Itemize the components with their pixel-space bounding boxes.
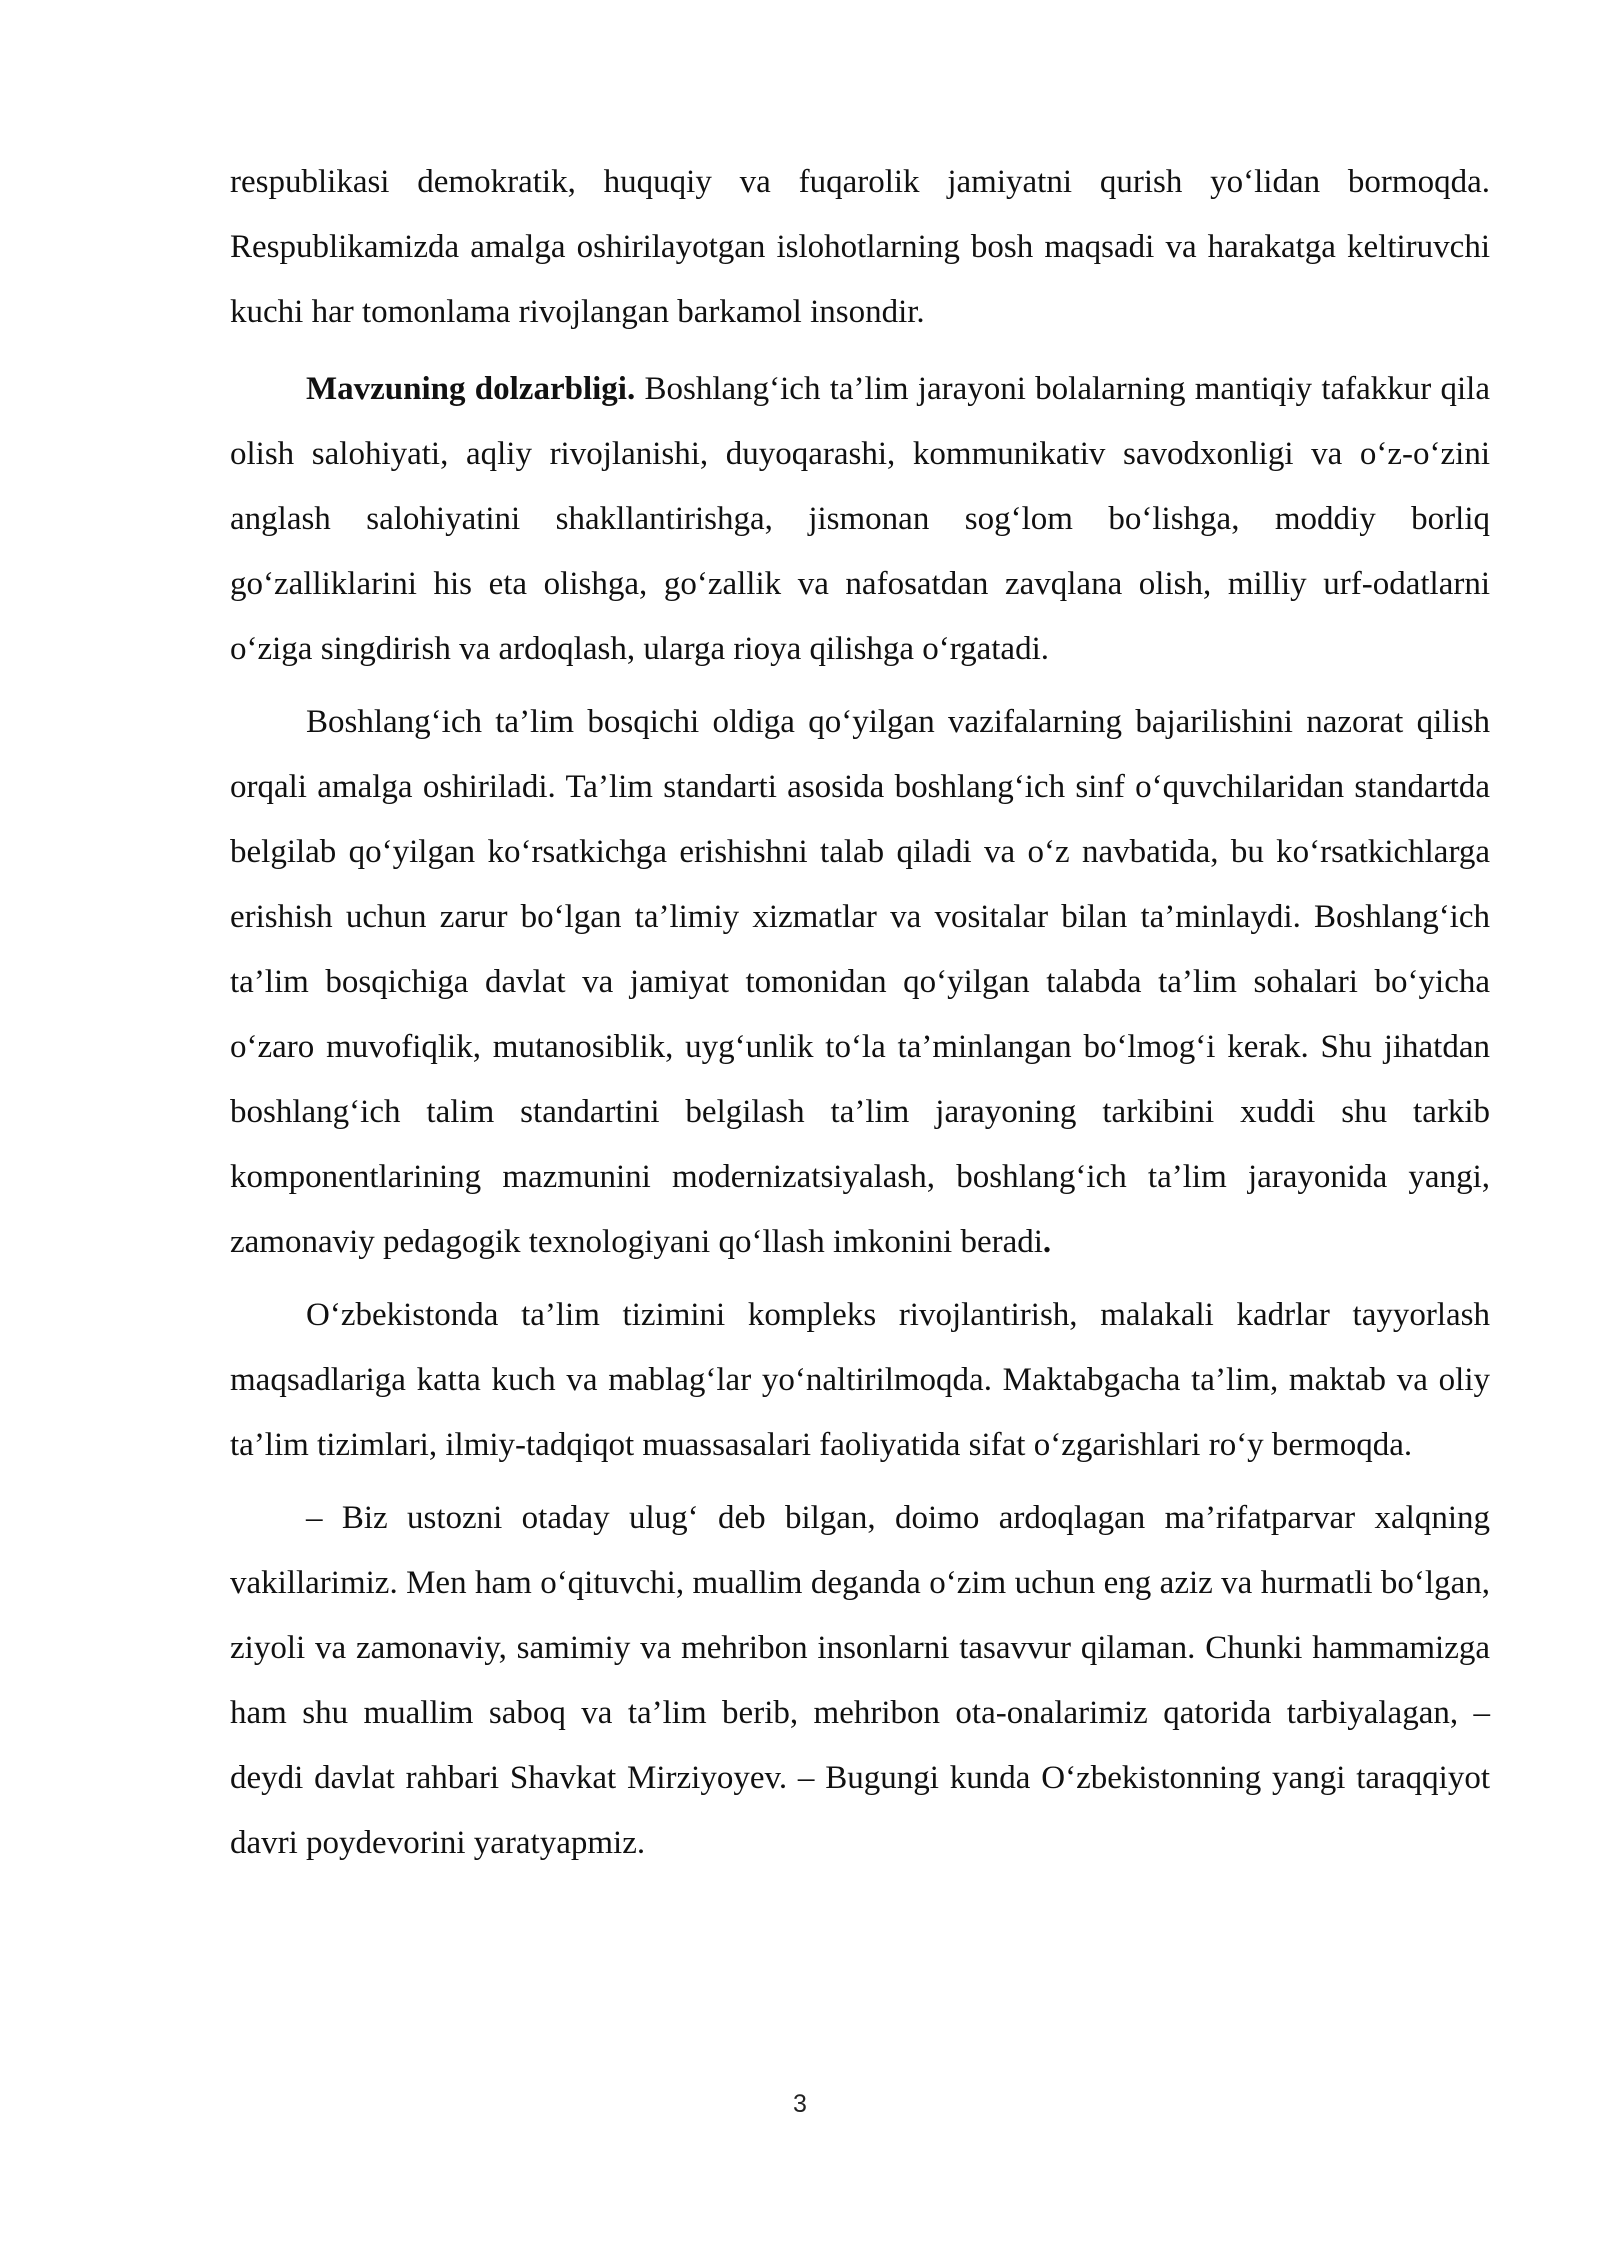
- document-body: [230, 150, 1490, 1876]
- paragraph-relevance: [230, 357, 1490, 682]
- paragraph-uzbekistan-education-reform: O‘zbekistonda ta’lim tizimini kompleks rivojlantirish, malakali kadrlar tayyorlash maqsadlariga katta kuch va mablag‘lar yo‘naltirilmoqda. Maktabgacha ta’lim, maktab va oliy ta’lim tizimlari, ilmiy-tadqiqot muassasalari faoliyatida sifat o‘zgarishlari ro‘y bermoqda.: [230, 1297, 1490, 1463]
- section-heading-relevance: Mavzuning dolzarbligi.: [306, 371, 636, 407]
- paragraph-standards-trailing-period: .: [1042, 1224, 1052, 1260]
- page-number: 3: [793, 2090, 807, 2118]
- paragraph-standards-text: Boshlang‘ich ta’lim bosqichi oldiga qo‘yilgan vazifalarning bajarilishini nazorat qilish orqali amalga oshiriladi. Ta’lim standarti asosida boshlang‘ich sinf o‘quvchilaridan standartda belgilab qo‘yilgan ko‘rsatkichga erishishni talab qiladi va o‘z navbatida, bu ko‘rsatkichlarga erishish uchun zarur bo‘lgan ta’limiy xizmatlar va vositalar bilan ta’minlaydi. Boshlang‘ich ta’lim bosqichiga davlat va jamiyat tomonidan qo‘yilgan talabda ta’lim sohalari bo‘yicha o‘zaro muvofiqlik, mutanosiblik, uyg‘unlik to‘la ta’minlangan bo‘lmog‘i kerak. Shu jihatdan boshlang‘ich talim standartini belgilash ta’lim jarayoning tarkibini xuddi shu tarkib komponentlarining mazmunini modernizatsiyalash, boshlang‘ich ta’lim jarayonida yangi, zamonaviy pedagogik texnologiyani qo‘llash imkonini beradi: [230, 704, 1490, 1260]
- paragraph-intro-continuation: respublikasi demokratik, huquqiy va fuqarolik jamiyatni qurish yo‘lidan bormoqda. Respublikamizda amalga oshirilayotgan islohotlarning bosh maqsadi va harakatga keltiruvchi kuchi har tomonlama rivojlangan barkamol insondir.: [230, 164, 1490, 330]
- paragraph-president-quote: – Biz ustozni otaday ulug‘ deb bilgan, doimo ardoqlagan ma’rifatparvar xalqning vakillarimiz. Men ham o‘qituvchi, muallim deganda o‘zim uchun eng aziz va hurmatli bo‘lgan, ziyoli va zamonaviy, samimiy va mehribon insonlarni tasavvur qilaman. Chunki hammamizga ham shu muallim saboq va ta’lim berib, mehribon ota-onalarimiz qatorida tarbiyalagan, – deydi davlat rahbari Shavkat Mirziyoyev. – Bugungi kunda O‘zbekistonning yangi taraqqiyot davri poydevorini yaratyapmiz.: [230, 1500, 1490, 1861]
- paragraph-relevance-text: Boshlang‘ich ta’lim jarayoni bolalarning mantiqiy tafakkur qila olish salohiyati, aqliy rivojlanishi, duyoqarashi, kommunikativ savodxonligi va o‘z-o‘zini anglash salohiyatini shakllantirishga, jismonan sog‘lom bo‘lishga, moddiy borliq go‘zalliklarini his eta olishga, go‘zallik va nafosatdan zavqlana olish, milliy urf-odatlarni o‘ziga singdirish va ardoqlash, ularga rioya qilishga o‘rgatadi.: [230, 371, 1491, 667]
- paragraph-primary-education-standards: [230, 690, 1490, 1275]
